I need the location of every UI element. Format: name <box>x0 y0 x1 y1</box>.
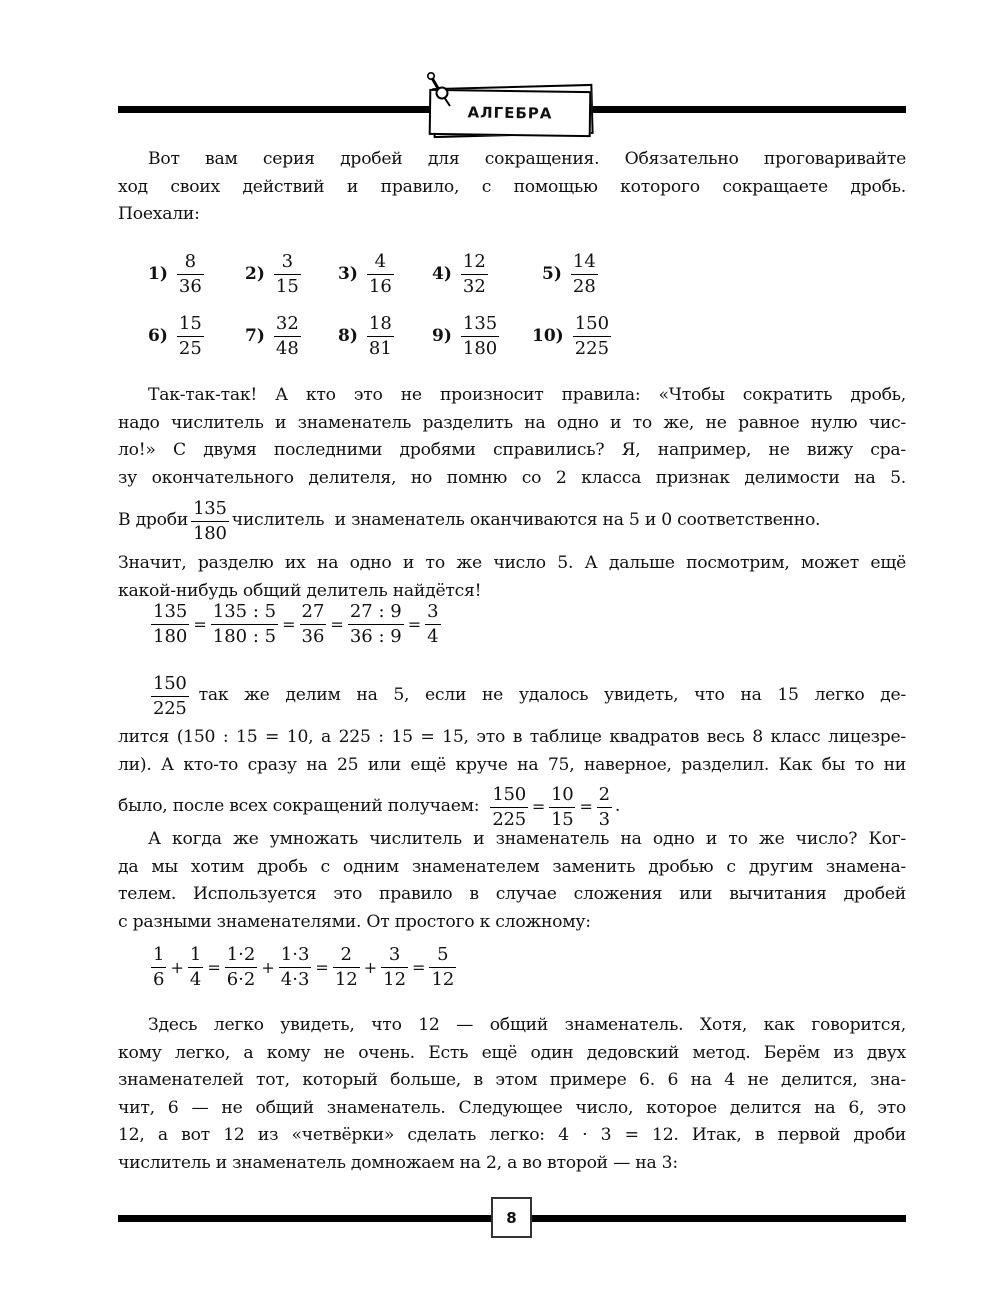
section-title: АЛГЕБРА <box>467 103 553 123</box>
numerator: 150 <box>574 312 610 334</box>
exercise-item <box>148 250 245 297</box>
paragraph-line: А когда же умножать числитель и знаменатель на одно и то же число? Ког- <box>148 829 906 849</box>
numerator: 1·2 <box>226 944 256 965</box>
paragraph-line: с разными знаменателями. От простого к сложному: <box>118 911 591 932</box>
numerator: 8 <box>184 250 197 272</box>
intro-line: ход своих действий и правило, с помощью которого сокращаете дробь. <box>118 176 906 197</box>
fraction <box>151 672 189 719</box>
denominator: 16 <box>368 275 392 297</box>
paragraph-line: числитель и знаменатель домножаем на 2, а во второй — на 3: <box>118 1152 678 1173</box>
paragraph-line-with-fraction <box>118 492 906 550</box>
exercise-label: 2) <box>245 264 265 284</box>
numerator: 135 <box>153 601 188 622</box>
exercise-item <box>148 312 245 359</box>
denominator: 36 <box>178 275 202 297</box>
text-after-fraction: числитель и знаменатель оканчиваются на 5 и 0 соответственно. <box>231 510 821 531</box>
fraction <box>429 946 456 989</box>
fraction <box>461 312 499 359</box>
fraction <box>367 250 394 297</box>
denominator: 28 <box>572 275 596 297</box>
exercise-label: 10) <box>532 326 564 346</box>
operator: = <box>315 958 329 977</box>
fraction <box>151 603 189 646</box>
denominator: 81 <box>368 337 392 359</box>
numerator: 5 <box>437 944 449 965</box>
denominator: 180 <box>153 626 188 647</box>
paragraph-line: лится (150 : 15 = 10, а 225 : 15 = 15, это в таблице квадратов весь 8 класс лицезре- <box>118 727 906 747</box>
fraction <box>151 946 166 989</box>
exercise-item <box>432 250 542 297</box>
denominator: 180 <box>462 337 498 359</box>
fraction <box>177 312 204 359</box>
fraction <box>300 603 327 646</box>
operator: = <box>407 615 422 634</box>
paragraph-line: ли). А кто-то сразу на 25 или ещё круче на 75, наверное, разделил. Как бы то ни <box>118 754 906 775</box>
exercise-label: 3) <box>338 264 358 284</box>
exercise-item <box>245 312 338 359</box>
paragraph-line-with-fraction <box>118 668 906 724</box>
exercise-item <box>432 312 532 359</box>
text-before-fraction: В дроби <box>118 510 189 531</box>
fraction <box>225 946 258 989</box>
numerator: 3 <box>388 944 401 965</box>
operator: = <box>207 958 221 977</box>
denominator: 15 <box>551 808 574 830</box>
numerator: 27 <box>301 601 325 622</box>
text-before-equation: было, после всех сокращений получаем: <box>118 796 480 817</box>
numerator: 10 <box>551 783 574 805</box>
denominator: 36 : 9 <box>349 626 402 647</box>
second-fraction-paragraph <box>118 668 906 835</box>
exercise-row <box>148 243 618 305</box>
numerator: 2 <box>340 944 352 965</box>
operator: + <box>363 958 378 977</box>
denominator: 25 <box>178 337 202 359</box>
denominator: 3 <box>598 808 610 830</box>
fraction <box>177 250 204 297</box>
fraction <box>425 603 440 646</box>
paragraph-line: Значит, разделю их на одно и то же число 5. А дальше посмотрим, может ещё <box>118 553 906 573</box>
fraction <box>490 783 528 830</box>
numerator: 32 <box>275 312 299 334</box>
exercise-label: 8) <box>338 326 358 346</box>
period: . <box>614 796 621 817</box>
denominator: 15 <box>275 275 299 297</box>
denominator: 36 <box>301 626 325 647</box>
fraction <box>573 312 611 359</box>
paragraph-line: кому легко, а кому не очень. Есть ещё один дедовский метод. Берём из двух <box>118 1042 906 1063</box>
exercise-label: 5) <box>542 264 562 284</box>
numerator: 12 <box>462 250 486 272</box>
paragraph-line: чит, 6 — не общий знаменатель. Следующее число, которое делится на 6, это <box>118 1097 906 1118</box>
operator: = <box>282 615 296 634</box>
paragraph-line: да мы хотим дробь с одним знаменателем заменить дробью с другим знамена- <box>118 856 906 877</box>
numerator: 2 <box>598 783 610 805</box>
numerator: 150 <box>492 783 526 805</box>
denominator: 225 <box>574 337 610 359</box>
numerator: 135 <box>193 497 227 519</box>
numerator: 14 <box>572 250 596 272</box>
denominator: 4 <box>189 969 202 990</box>
paragraph-line: Так-так-так! А кто это не произносит правила: «Чтобы сократить дробь, <box>148 385 906 405</box>
exercise-item <box>245 250 338 297</box>
numerator: 1·3 <box>280 944 310 965</box>
numerator: 3 <box>427 601 439 622</box>
pushpin-icon <box>425 72 455 108</box>
paragraph-line: 12, а вот 12 из «четвёрки» сделать легко: 4 · 3 = 12. Итак, в первой дроби <box>118 1125 906 1145</box>
page-number: 8 <box>506 1208 517 1227</box>
numerator: 1 <box>189 944 202 965</box>
denominator: 4 <box>427 626 439 647</box>
fraction <box>188 946 203 989</box>
intro-line: Вот вам серия дробей для сокращения. Обязательно проговаривайте <box>148 149 906 169</box>
section-badge <box>425 80 595 138</box>
paragraph-line: знаменателей тот, который больше, в этом примере 6. 6 на 4 не делится, зна- <box>118 1070 906 1090</box>
fraction <box>381 946 408 989</box>
fraction <box>211 603 278 646</box>
exercise-label: 1) <box>148 264 168 284</box>
exercise-row <box>148 305 618 367</box>
operator: = <box>412 958 426 977</box>
fraction <box>461 250 488 297</box>
denominator: 12 <box>431 969 455 990</box>
exercise-item <box>338 312 432 359</box>
operator: + <box>261 958 275 977</box>
numerator: 1 <box>153 944 165 965</box>
numerator: 15 <box>178 312 202 334</box>
denominator: 12 <box>334 969 358 990</box>
operator: = <box>531 797 546 817</box>
exercise-item <box>532 312 614 359</box>
paragraph-line: зу окончательного делителя, но помню со 2 класса признак делимости на 5. <box>118 467 906 488</box>
denominator: 180 <box>193 522 227 544</box>
reduction-equation <box>148 603 444 646</box>
numerator: 3 <box>281 250 294 272</box>
numerator: 4 <box>374 250 387 272</box>
numerator: 135 : 5 <box>212 601 277 622</box>
denominator: 6 <box>153 969 165 990</box>
denominator: 4·3 <box>280 969 310 990</box>
numerator: 18 <box>368 312 392 334</box>
denominator: 6·2 <box>226 969 256 990</box>
exercise-label: 7) <box>245 326 265 346</box>
denominator: 32 <box>462 275 486 297</box>
numerator: 27 : 9 <box>349 601 402 622</box>
exercise-item <box>338 250 432 297</box>
fraction <box>549 783 575 830</box>
exercise-label: 9) <box>432 326 452 346</box>
page-number-box <box>491 1197 532 1238</box>
intro-paragraph <box>118 146 906 229</box>
intro-line: Поехали: <box>118 204 200 224</box>
paragraph-line: надо числитель и знаменатель разделить на одно и то же, не равное нулю чис- <box>118 412 906 433</box>
exercise-label: 6) <box>148 326 168 346</box>
fraction <box>274 250 301 297</box>
fraction <box>571 250 598 297</box>
paragraph-line: Здесь легко увидеть, что 12 — общий знаменатель. Хотя, как говорится, <box>148 1015 906 1035</box>
denominator: 48 <box>275 337 299 359</box>
numerator: 150 <box>153 672 187 694</box>
fraction <box>191 497 229 544</box>
paragraph-line: телем. Используется это правило в случае сложения или вычитания дробей <box>118 884 906 904</box>
fraction <box>348 603 404 646</box>
exercise-item <box>542 250 601 297</box>
addition-equation <box>148 946 459 989</box>
denominator: 12 <box>383 969 407 990</box>
fraction <box>597 783 612 830</box>
numerator: 135 <box>462 312 498 334</box>
operator: = <box>193 615 207 634</box>
fraction <box>274 312 301 359</box>
fraction <box>333 946 360 989</box>
rule-paragraph <box>118 382 906 605</box>
denominator: 225 <box>492 808 526 830</box>
common-denominator-paragraph <box>118 1012 906 1177</box>
paragraph-line: ло!» С двумя последними дробями справились? Я, например, не вижу сра- <box>118 440 906 460</box>
exercise-label: 4) <box>432 264 452 284</box>
denominator: 180 : 5 <box>212 626 277 647</box>
operator: + <box>170 958 184 977</box>
operator: = <box>330 615 344 634</box>
multiply-paragraph <box>118 826 906 936</box>
text-after-fraction: так же делим на 5, если не удалось увидеть, что на 15 легко де- <box>198 685 906 706</box>
fraction <box>367 312 394 359</box>
fraction <box>279 946 312 989</box>
denominator: 225 <box>153 697 187 719</box>
paragraph-line: какой-нибудь общий делитель найдётся! <box>118 580 482 601</box>
exercise-list <box>148 243 618 367</box>
operator: = <box>579 797 593 817</box>
